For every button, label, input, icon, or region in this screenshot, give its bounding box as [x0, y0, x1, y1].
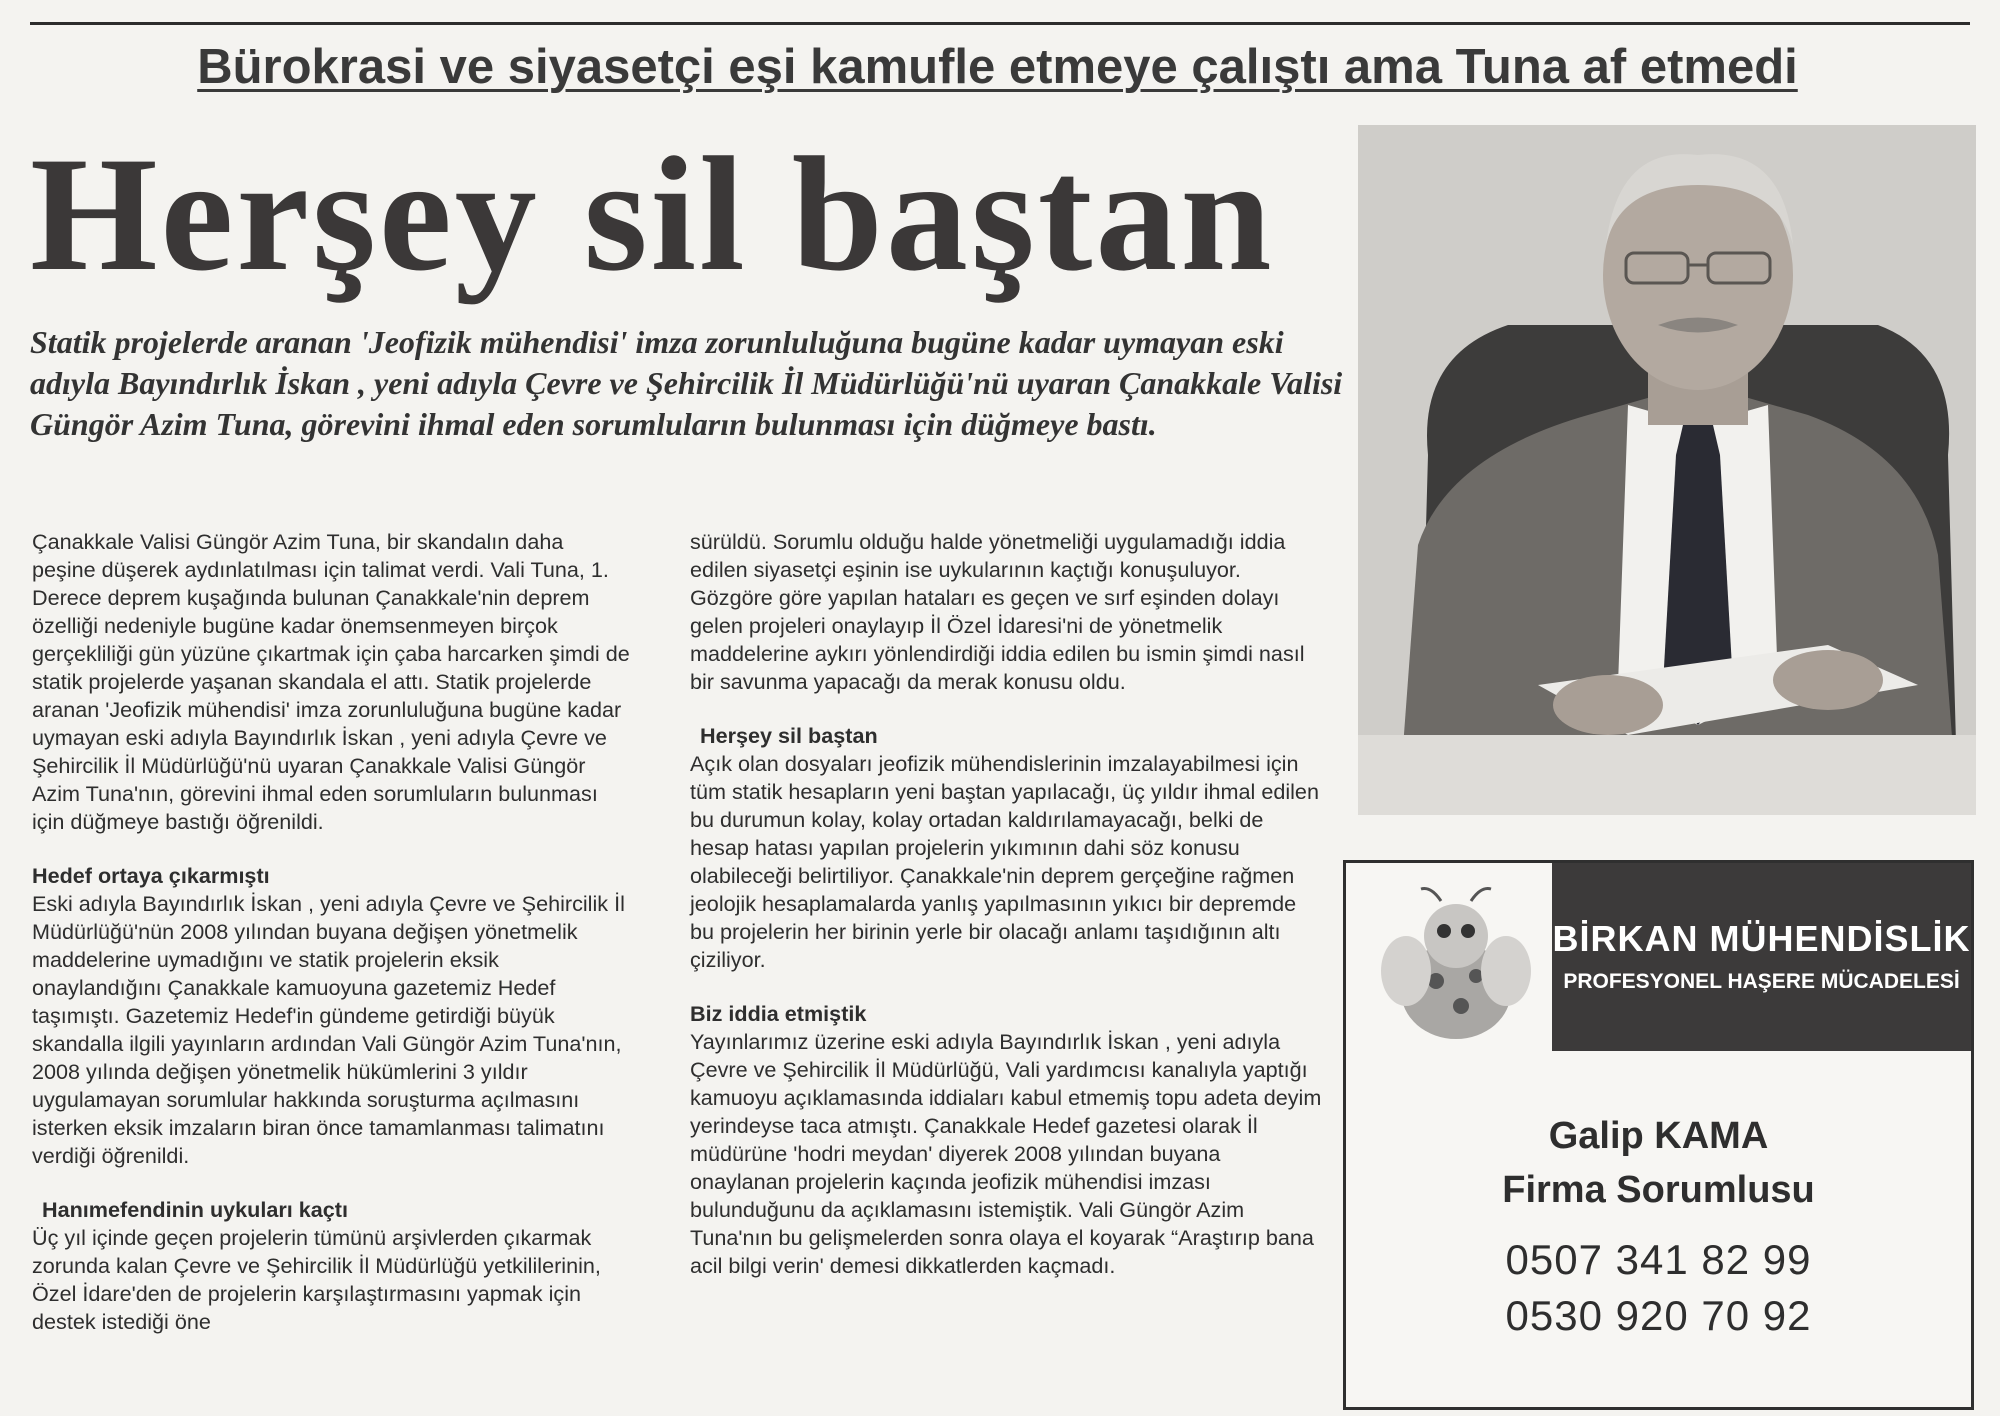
ad-company-name: BİRKAN MÜHENDİSLİK — [1552, 918, 1971, 959]
kicker-headline: Bürokrasi ve siyasetçi eşi kamufle etmeye çalıştı ama Tuna af etmedi — [197, 40, 1798, 94]
subheading: Hedef ortaya çıkarmıştı — [32, 863, 270, 888]
governor-photo — [1358, 125, 1976, 815]
article-column-2 — [690, 528, 1325, 1280]
paragraph: Yayınlarımız üzerine eski adıyla Bayındırlık İskan , yeni adıyla Çevre ve Şehircilik İl Müdürlüğü, Vali yardımcısı kanalıyla yaptığı kamuoyu açıklamasında iddiaları kabul etmemiş topu adeta deyim yerindeyse taca atmıştı. Çanakkale Hedef gazetesi olarak İl müdürüne 'hodri meydan' diyerek 2008 yılından buyana onaylanan projelerin kaçında jeofizik mühendisi imzası bulunduğunu da açıklamasını istemiştik. Vali Güngör Azim Tuna'nın bu gelişmelerden sonra olaya el koyarak “Araştırıp bana acil bilgi verin' demesi dikkatlerden kaçmadı. — [690, 1029, 1322, 1278]
top-rule — [30, 22, 1970, 25]
ad-contact-name: Galip KAMA — [1548, 1115, 1769, 1157]
subheading: Biz iddia etmiştik — [690, 1001, 867, 1026]
subheading: Herşey sil baştan — [700, 723, 878, 748]
lead-paragraph: Statik projelerde aranan 'Jeofizik mühendisi' imza zorunluluğuna bugüne kadar uymayan eski adıyla Bayındırlık İskan , yeni adıyla Çevre ve Şehircilik İl Müdürlüğü'nü uyaran Çanakkale Valisi Güngör Azim Tuna, görevini ihmal eden sorumluların bulunması için düğmeye bastı. — [30, 324, 1343, 442]
ad-contact-role: Firma Sorumlusu — [1502, 1169, 1815, 1211]
paragraph: Açık olan dosyaları jeofizik mühendislerinin imzalayabilmesi için tüm statik hesapların yeni baştan yapılacağı, üç yıldır ihmal edilen bu durumun kolay, kolay ortadan kaldırılamayacağı, belki de hesap hatası yapılan projelerin yıkımının dahi söz konusu olabileceği belirtiliyor. Çanakkale'nin deprem gerçeğine rağmen jeolojik hesaplamalarda yanlış yapılmasının yıkıcı bir depremde bu projelerin her birinin yerle bir olacağı anlamı taşıdığının altı çiziliyor. — [690, 751, 1319, 972]
ad-phone-2: 0530 920 70 92 — [1505, 1292, 1812, 1339]
subheading: Hanımefendinin uykuları kaçtı — [42, 1197, 348, 1222]
ad-company-band — [1552, 863, 1971, 1051]
paragraph: Eski adıyla Bayındırlık İskan , yeni adıyla Çevre ve Şehircilik İl Müdürlüğü'nün 2008 yılından buyana değişen yönetmelik maddelerine uymadığını ve statik projelerin eksik onaylandığını Çanakkale kamuoyuna gazetemiz Hedef taşımıştı. Gazetemiz Hedef'in gündeme getirdiği büyük skandalla ilgili yayınların ardından Vali Güngör Azim Tuna'nın, 2008 yılında değişen yönetmelik hükümlerini 3 yıldır uygulamayan sorumlular hakkında soruşturma açılmasını isterken eksik imzaların biran önce tamamlanması talimatını verdiği öğrenildi. — [32, 891, 625, 1168]
paragraph: sürüldü. Sorumlu olduğu halde yönetmeliği uygulamadığı iddia edilen siyasetçi eşinin ise uykularının kaçtığı konuşuluyor. Gözgöre göre yapılan hataları es geçen ve sırf eşinden dolayı gelen projeleri onaylayıp İl Özel İdaresi'ni de yönetmelik maddelerine aykırı yönlendirdiği iddia edilen bu ismin şimdi nasıl bir savunma yapacağı da merak konusu oldu. — [690, 529, 1305, 694]
ad-phone-1: 0507 341 82 99 — [1505, 1236, 1812, 1283]
paragraph: Çanakkale Valisi Güngör Azim Tuna, bir skandalın daha peşine düşerek aydınlatılması için talimat verdi. Vali Tuna, 1. Derece deprem kuşağında bulunan Çanakkale'nin deprem özelliği nedeniyle bugüne kadar önemsenmeyen birçok gerçekliliği gün yüzüne çıkartmak için çaba harcarken şimdi de statik projelerde yaşanan skandala el attı. Statik projelerde aranan 'Jeofizik mühendisi' imza zorunluluğuna bugüne kadar uymayan eski adıyla Bayındırlık İskan , yeni adıyla Çevre ve Şehircilik İl Müdürlüğü'nü uyaran Çanakkale Valisi Güngör Azim Tuna'nın, görevini ihmal eden sorumluların bulunması için düğmeye bastığı öğrenildi. — [32, 529, 630, 834]
advertisement-box — [1343, 860, 1974, 1410]
paragraph: Üç yıl içinde geçen projelerin tümünü arşivlerden çıkarmak zorunda kalan Çevre ve Şehircilik İl Müdürlüğü yetkililerinin, Özel İdare'den de projelerin karşılaştırmasını yapmak için destek istediği öne — [32, 1225, 601, 1334]
article-column-1 — [32, 528, 632, 1336]
main-headline: Herşey sil baştan — [30, 124, 1275, 305]
portrait-illustration — [1358, 125, 1976, 815]
bug-mascot-icon — [1366, 881, 1546, 1051]
ad-tagline: PROFESYONEL HAŞERE MÜCADELESİ — [1563, 970, 1960, 993]
